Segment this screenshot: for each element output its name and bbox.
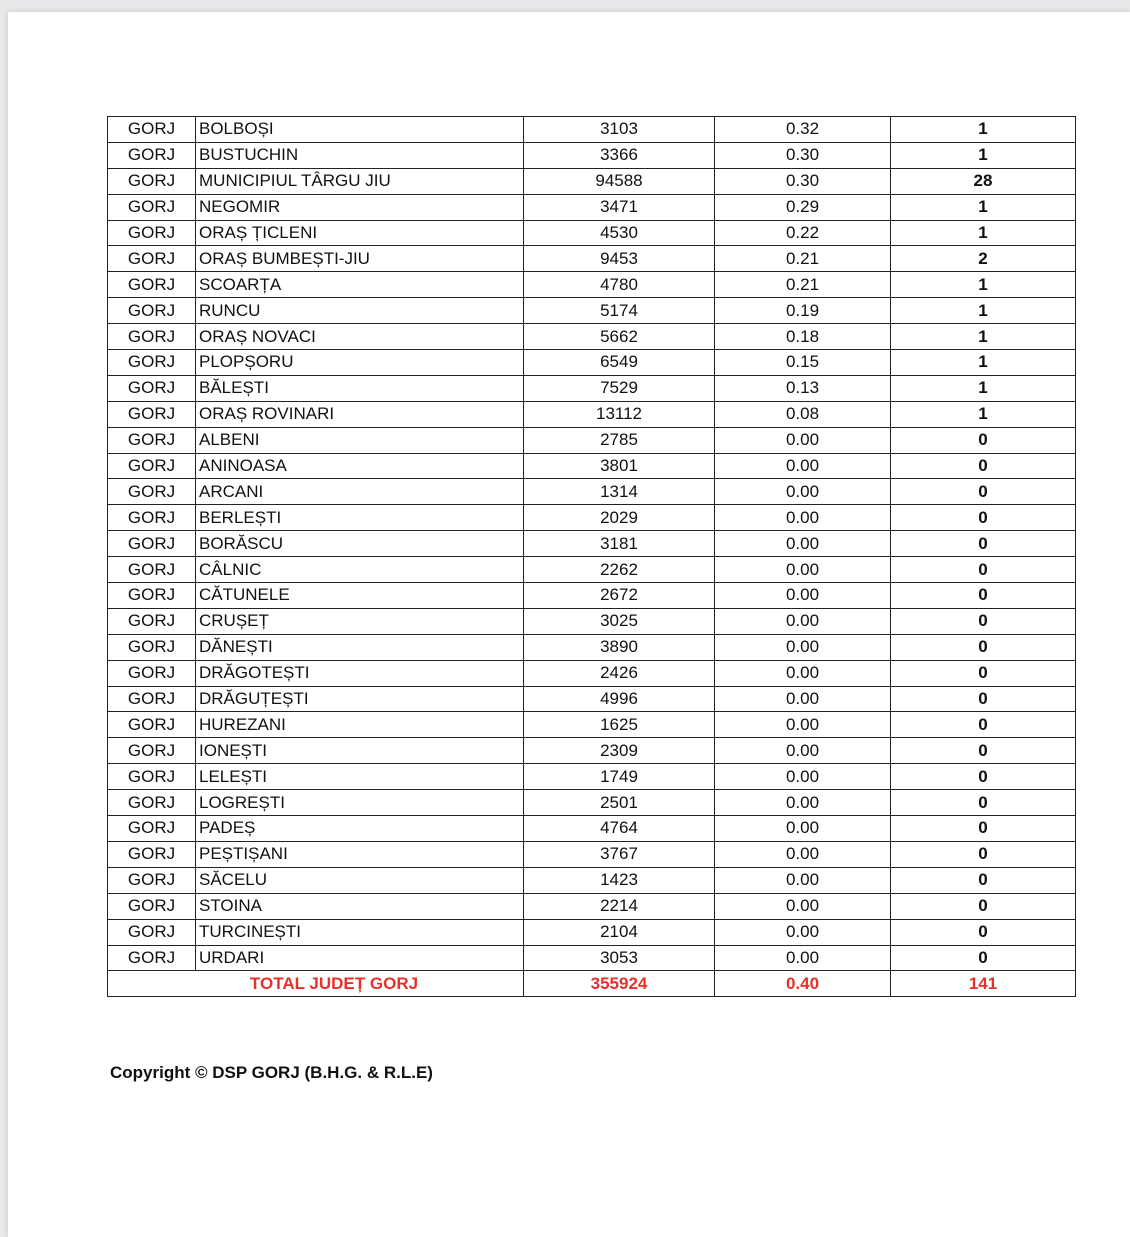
population-cell: 3103 — [524, 117, 715, 143]
county-cell: GORJ — [108, 505, 196, 531]
table-row — [108, 919, 1076, 945]
rate-cell: 0.00 — [715, 660, 891, 686]
population-cell: 2262 — [524, 557, 715, 583]
cases-cell: 0 — [891, 686, 1076, 712]
table-row — [108, 686, 1076, 712]
county-cell: GORJ — [108, 816, 196, 842]
rate-cell: 0.00 — [715, 841, 891, 867]
county-cell: GORJ — [108, 220, 196, 246]
locality-cell: CRUȘEȚ — [196, 608, 524, 634]
locality-cell: CÂLNIC — [196, 557, 524, 583]
county-cell: GORJ — [108, 712, 196, 738]
population-cell: 3767 — [524, 841, 715, 867]
locality-cell: PADEȘ — [196, 816, 524, 842]
rate-cell: 0.32 — [715, 117, 891, 143]
locality-cell: ORAȘ BUMBEȘTI-JIU — [196, 246, 524, 272]
cases-cell: 0 — [891, 660, 1076, 686]
cases-cell: 1 — [891, 375, 1076, 401]
cases-cell: 0 — [891, 505, 1076, 531]
total-rate: 0.40 — [715, 971, 891, 997]
copyright-text: Copyright © DSP GORJ (B.H.G. & R.L.E) — [110, 1063, 433, 1082]
total-label: TOTAL JUDEȚ GORJ — [108, 971, 524, 997]
population-cell: 7529 — [524, 375, 715, 401]
rate-cell: 0.00 — [715, 790, 891, 816]
population-cell: 3890 — [524, 634, 715, 660]
table-row — [108, 298, 1076, 324]
locality-cell: MUNICIPIUL TÂRGU JIU — [196, 168, 524, 194]
cases-cell: 0 — [891, 790, 1076, 816]
locality-cases-table — [107, 116, 1076, 997]
total-row — [108, 971, 1076, 997]
county-cell: GORJ — [108, 427, 196, 453]
cases-cell: 1 — [891, 350, 1076, 376]
population-cell: 3181 — [524, 531, 715, 557]
population-cell: 2214 — [524, 893, 715, 919]
locality-cell: SĂCELU — [196, 867, 524, 893]
county-cell: GORJ — [108, 841, 196, 867]
rate-cell: 0.00 — [715, 479, 891, 505]
locality-cell: DRĂGUȚEȘTI — [196, 686, 524, 712]
locality-cell: TURCINEȘTI — [196, 919, 524, 945]
rate-cell: 0.00 — [715, 453, 891, 479]
population-cell: 4530 — [524, 220, 715, 246]
rate-cell: 0.30 — [715, 168, 891, 194]
locality-cell: BUSTUCHIN — [196, 142, 524, 168]
rate-cell: 0.00 — [715, 893, 891, 919]
county-cell: GORJ — [108, 790, 196, 816]
table-row — [108, 867, 1076, 893]
rate-cell: 0.13 — [715, 375, 891, 401]
rate-cell: 0.00 — [715, 608, 891, 634]
population-cell: 3366 — [524, 142, 715, 168]
population-cell: 2029 — [524, 505, 715, 531]
locality-cell: HUREZANI — [196, 712, 524, 738]
table-row — [108, 375, 1076, 401]
population-cell: 5662 — [524, 324, 715, 350]
cases-cell: 0 — [891, 867, 1076, 893]
county-cell: GORJ — [108, 479, 196, 505]
rate-cell: 0.22 — [715, 220, 891, 246]
cases-cell: 0 — [891, 816, 1076, 842]
cases-cell: 28 — [891, 168, 1076, 194]
county-cell: GORJ — [108, 893, 196, 919]
total-population: 355924 — [524, 971, 715, 997]
population-cell: 2501 — [524, 790, 715, 816]
county-cell: GORJ — [108, 194, 196, 220]
locality-cell: SCOARȚA — [196, 272, 524, 298]
locality-cell: LOGREȘTI — [196, 790, 524, 816]
population-cell: 1625 — [524, 712, 715, 738]
county-cell: GORJ — [108, 350, 196, 376]
cases-cell: 0 — [891, 531, 1076, 557]
locality-cell: DĂNEȘTI — [196, 634, 524, 660]
population-cell: 4996 — [524, 686, 715, 712]
cases-cell: 0 — [891, 583, 1076, 609]
table-row — [108, 479, 1076, 505]
cases-cell: 1 — [891, 142, 1076, 168]
population-cell: 2672 — [524, 583, 715, 609]
locality-cell: IONEȘTI — [196, 738, 524, 764]
population-cell: 13112 — [524, 401, 715, 427]
population-cell: 2309 — [524, 738, 715, 764]
table-row — [108, 427, 1076, 453]
county-cell: GORJ — [108, 531, 196, 557]
cases-cell: 0 — [891, 893, 1076, 919]
population-cell: 9453 — [524, 246, 715, 272]
rate-cell: 0.00 — [715, 764, 891, 790]
population-cell: 3053 — [524, 945, 715, 971]
cases-cell: 0 — [891, 919, 1076, 945]
table-row — [108, 764, 1076, 790]
locality-cell: LELEȘTI — [196, 764, 524, 790]
cases-cell: 0 — [891, 738, 1076, 764]
cases-cell: 1 — [891, 117, 1076, 143]
rate-cell: 0.21 — [715, 246, 891, 272]
locality-cell: ARCANI — [196, 479, 524, 505]
county-cell: GORJ — [108, 945, 196, 971]
county-cell: GORJ — [108, 324, 196, 350]
population-cell: 2104 — [524, 919, 715, 945]
locality-cell: RUNCU — [196, 298, 524, 324]
population-cell: 4764 — [524, 816, 715, 842]
table-row — [108, 117, 1076, 143]
county-cell: GORJ — [108, 272, 196, 298]
county-cell: GORJ — [108, 686, 196, 712]
county-cell: GORJ — [108, 738, 196, 764]
locality-cell: URDARI — [196, 945, 524, 971]
document-page — [8, 12, 1130, 1237]
locality-cell: PLOPȘORU — [196, 350, 524, 376]
rate-cell: 0.00 — [715, 919, 891, 945]
table-row — [108, 531, 1076, 557]
rate-cell: 0.00 — [715, 427, 891, 453]
population-cell: 1749 — [524, 764, 715, 790]
county-cell: GORJ — [108, 919, 196, 945]
county-cell: GORJ — [108, 557, 196, 583]
table-row — [108, 660, 1076, 686]
locality-cell: BERLEȘTI — [196, 505, 524, 531]
rate-cell: 0.15 — [715, 350, 891, 376]
rate-cell: 0.21 — [715, 272, 891, 298]
locality-cell: ORAȘ ROVINARI — [196, 401, 524, 427]
cases-cell: 1 — [891, 324, 1076, 350]
table-row — [108, 712, 1076, 738]
rate-cell: 0.30 — [715, 142, 891, 168]
locality-cell: PEȘTIȘANI — [196, 841, 524, 867]
locality-cell: BĂLEȘTI — [196, 375, 524, 401]
county-cell: GORJ — [108, 142, 196, 168]
population-cell: 1423 — [524, 867, 715, 893]
county-cell: GORJ — [108, 867, 196, 893]
population-cell: 5174 — [524, 298, 715, 324]
table-row — [108, 790, 1076, 816]
locality-cell: NEGOMIR — [196, 194, 524, 220]
table-row — [108, 608, 1076, 634]
county-cell: GORJ — [108, 401, 196, 427]
locality-cell: ORAȘ NOVACI — [196, 324, 524, 350]
county-cell: GORJ — [108, 168, 196, 194]
rate-cell: 0.18 — [715, 324, 891, 350]
table-row — [108, 893, 1076, 919]
rate-cell: 0.00 — [715, 583, 891, 609]
population-cell: 3025 — [524, 608, 715, 634]
table-row — [108, 324, 1076, 350]
rate-cell: 0.00 — [715, 557, 891, 583]
county-cell: GORJ — [108, 660, 196, 686]
cases-cell: 0 — [891, 945, 1076, 971]
total-cases: 141 — [891, 971, 1076, 997]
cases-cell: 1 — [891, 220, 1076, 246]
table-row — [108, 841, 1076, 867]
population-cell: 3801 — [524, 453, 715, 479]
table-row — [108, 945, 1076, 971]
county-cell: GORJ — [108, 375, 196, 401]
cases-cell: 1 — [891, 272, 1076, 298]
rate-cell: 0.00 — [715, 945, 891, 971]
rate-cell: 0.00 — [715, 738, 891, 764]
rate-cell: 0.19 — [715, 298, 891, 324]
locality-cell: ANINOASA — [196, 453, 524, 479]
county-cell: GORJ — [108, 634, 196, 660]
rate-cell: 0.08 — [715, 401, 891, 427]
population-cell: 3471 — [524, 194, 715, 220]
population-cell: 1314 — [524, 479, 715, 505]
table-row — [108, 401, 1076, 427]
table-row — [108, 816, 1076, 842]
table-row — [108, 220, 1076, 246]
rate-cell: 0.00 — [715, 867, 891, 893]
table-body — [108, 117, 1076, 971]
population-cell: 2785 — [524, 427, 715, 453]
cases-cell: 0 — [891, 557, 1076, 583]
cases-cell: 0 — [891, 479, 1076, 505]
cases-cell: 1 — [891, 298, 1076, 324]
table-row — [108, 142, 1076, 168]
population-cell: 94588 — [524, 168, 715, 194]
cases-cell: 2 — [891, 246, 1076, 272]
cases-cell: 0 — [891, 634, 1076, 660]
table-row — [108, 168, 1076, 194]
rate-cell: 0.29 — [715, 194, 891, 220]
cases-cell: 0 — [891, 764, 1076, 790]
table-row — [108, 583, 1076, 609]
table-row — [108, 557, 1076, 583]
county-cell: GORJ — [108, 764, 196, 790]
rate-cell: 0.00 — [715, 505, 891, 531]
county-cell: GORJ — [108, 583, 196, 609]
cases-cell: 1 — [891, 401, 1076, 427]
locality-cell: ALBENI — [196, 427, 524, 453]
table-row — [108, 272, 1076, 298]
cases-cell: 0 — [891, 841, 1076, 867]
table-row — [108, 453, 1076, 479]
rate-cell: 0.00 — [715, 634, 891, 660]
county-cell: GORJ — [108, 246, 196, 272]
table-row — [108, 634, 1076, 660]
cases-cell: 0 — [891, 453, 1076, 479]
table-row — [108, 246, 1076, 272]
rate-cell: 0.00 — [715, 686, 891, 712]
locality-cell: DRĂGOTEȘTI — [196, 660, 524, 686]
county-cell: GORJ — [108, 453, 196, 479]
county-cell: GORJ — [108, 608, 196, 634]
cases-cell: 0 — [891, 427, 1076, 453]
cases-cell: 0 — [891, 712, 1076, 738]
cases-cell: 1 — [891, 194, 1076, 220]
population-cell: 6549 — [524, 350, 715, 376]
county-cell: GORJ — [108, 117, 196, 143]
rate-cell: 0.00 — [715, 712, 891, 738]
population-cell: 4780 — [524, 272, 715, 298]
rate-cell: 0.00 — [715, 816, 891, 842]
locality-cell: STOINA — [196, 893, 524, 919]
cases-cell: 0 — [891, 608, 1076, 634]
locality-cell: CĂTUNELE — [196, 583, 524, 609]
table-row — [108, 505, 1076, 531]
locality-cell: ORAȘ ȚICLENI — [196, 220, 524, 246]
table-row — [108, 350, 1076, 376]
locality-cell: BORĂSCU — [196, 531, 524, 557]
rate-cell: 0.00 — [715, 531, 891, 557]
population-cell: 2426 — [524, 660, 715, 686]
table-row — [108, 194, 1076, 220]
table-row — [108, 738, 1076, 764]
county-cell: GORJ — [108, 298, 196, 324]
locality-cell: BOLBOȘI — [196, 117, 524, 143]
